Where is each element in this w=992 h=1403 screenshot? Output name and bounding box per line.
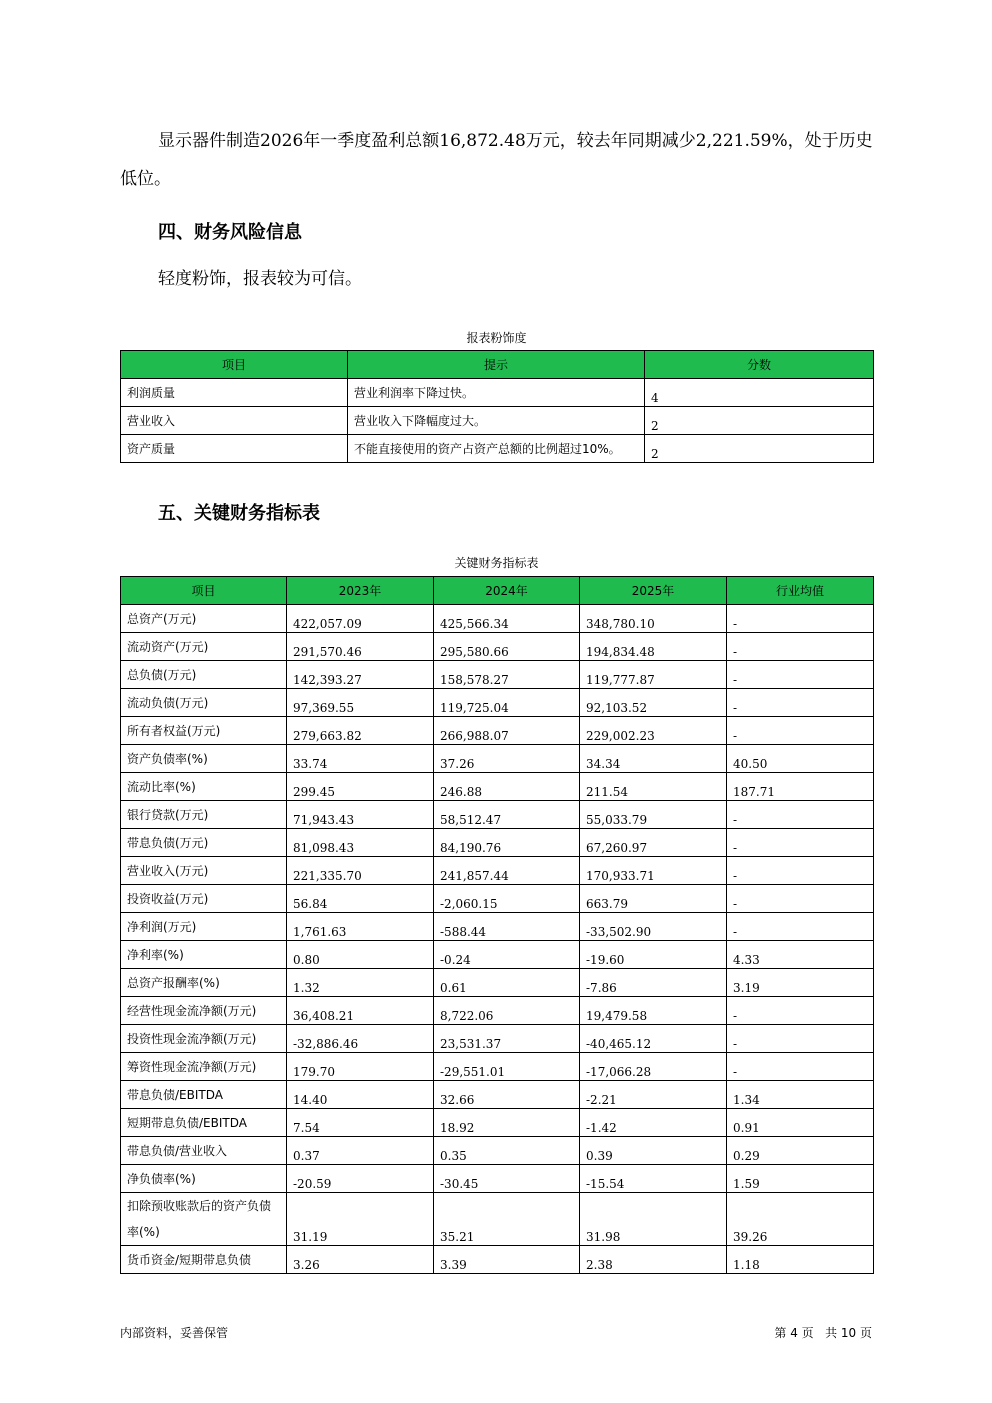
table-cell: 39.26 bbox=[727, 1193, 874, 1246]
metrics-table-caption: 关键财务指标表 bbox=[454, 556, 539, 570]
table-cell: 1.59 bbox=[727, 1165, 874, 1193]
table-cell: - bbox=[727, 605, 874, 633]
metric-label: 投资收益(万元) bbox=[121, 885, 287, 913]
table-cell: - bbox=[727, 717, 874, 745]
header-2025: 2025年 bbox=[580, 577, 727, 605]
section-4-heading: 四、财务风险信息 bbox=[158, 222, 302, 243]
metric-label: 流动资产(万元) bbox=[121, 633, 287, 661]
table-cell: 71,943.43 bbox=[287, 801, 434, 829]
table-cell: 7.54 bbox=[287, 1109, 434, 1137]
table-cell: - bbox=[727, 1025, 874, 1053]
intro-line-2: 低位。 bbox=[120, 169, 171, 189]
table-cell: 84,190.76 bbox=[434, 829, 580, 857]
metric-label: 带息负债/营业收入 bbox=[121, 1137, 287, 1165]
table-cell: 32.66 bbox=[434, 1081, 580, 1109]
table-cell: -588.44 bbox=[434, 913, 580, 941]
table-cell: 194,834.48 bbox=[580, 633, 727, 661]
table-cell: 246.88 bbox=[434, 773, 580, 801]
metric-label: 净利率(%) bbox=[121, 941, 287, 969]
table-row bbox=[121, 857, 874, 885]
table-cell: 279,663.82 bbox=[287, 717, 434, 745]
header-item: 项目 bbox=[121, 351, 348, 379]
table-cell: 211.54 bbox=[580, 773, 727, 801]
metric-label: 资产负债率(%) bbox=[121, 745, 287, 773]
metric-label: 净负债率(%) bbox=[121, 1165, 287, 1193]
table-cell: 299.45 bbox=[287, 773, 434, 801]
table-cell: 1,761.63 bbox=[287, 913, 434, 941]
table-cell: 0.37 bbox=[287, 1137, 434, 1165]
risk-table-caption: 报表粉饰度 bbox=[466, 331, 527, 345]
table-cell: 179.70 bbox=[287, 1053, 434, 1081]
metric-label: 带息负债(万元) bbox=[121, 829, 287, 857]
table-row bbox=[121, 829, 874, 857]
table-cell: 170,933.71 bbox=[580, 857, 727, 885]
table-cell: -17,066.28 bbox=[580, 1053, 727, 1081]
table-cell: 187.71 bbox=[727, 773, 874, 801]
metric-label: 筹资性现金流净额(万元) bbox=[121, 1053, 287, 1081]
table-cell: 36,408.21 bbox=[287, 997, 434, 1025]
table-cell: - bbox=[727, 801, 874, 829]
table-cell: 295,580.66 bbox=[434, 633, 580, 661]
table-cell: 23,531.37 bbox=[434, 1025, 580, 1053]
table-row bbox=[121, 717, 874, 745]
table-cell: 40.50 bbox=[727, 745, 874, 773]
table-row bbox=[121, 885, 874, 913]
table-row bbox=[121, 1109, 874, 1137]
table-cell: - bbox=[727, 633, 874, 661]
table-cell: - bbox=[727, 689, 874, 717]
metric-label: 营业收入(万元) bbox=[121, 857, 287, 885]
metric-label: 所有者权益(万元) bbox=[121, 717, 287, 745]
table-cell: -2.21 bbox=[580, 1081, 727, 1109]
table-cell: 0.80 bbox=[287, 941, 434, 969]
risk-item-label: 营业收入 bbox=[121, 407, 348, 435]
metrics-table-header-row bbox=[121, 577, 874, 605]
table-cell: -15.54 bbox=[580, 1165, 727, 1193]
table-cell: 0.29 bbox=[727, 1137, 874, 1165]
risk-item-label: 资产质量 bbox=[121, 435, 348, 463]
footer-left: 内部资料，妥善保管 bbox=[120, 1326, 229, 1340]
table-cell: -32,886.46 bbox=[287, 1025, 434, 1053]
table-cell: 营业利润率下降过快。 bbox=[348, 379, 645, 407]
table-cell: 2 bbox=[645, 407, 874, 435]
metric-label: 总资产报酬率(%) bbox=[121, 969, 287, 997]
table-cell: -7.86 bbox=[580, 969, 727, 997]
table-row bbox=[121, 689, 874, 717]
table-cell: 0.35 bbox=[434, 1137, 580, 1165]
table-cell: 221,335.70 bbox=[287, 857, 434, 885]
table-cell: 18.92 bbox=[434, 1109, 580, 1137]
table-cell: 663.79 bbox=[580, 885, 727, 913]
metric-label: 净利润(万元) bbox=[121, 913, 287, 941]
table-row bbox=[121, 633, 874, 661]
metric-label: 短期带息负债/EBITDA bbox=[121, 1109, 287, 1137]
table-cell: 3.19 bbox=[727, 969, 874, 997]
header-item: 项目 bbox=[121, 577, 287, 605]
table-row bbox=[121, 1246, 874, 1274]
table-cell: 2 bbox=[645, 435, 874, 463]
table-cell: 348,780.10 bbox=[580, 605, 727, 633]
table-cell: 34.34 bbox=[580, 745, 727, 773]
table-cell: 425,566.34 bbox=[434, 605, 580, 633]
metric-label: 带息负债/EBITDA bbox=[121, 1081, 287, 1109]
table-cell: 0.61 bbox=[434, 969, 580, 997]
footer-page-number: 第 4 页 共 10 页 bbox=[774, 1326, 872, 1340]
metric-label: 扣除预收账款后的资产负债率(%) bbox=[121, 1193, 287, 1246]
table-cell: 1.32 bbox=[287, 969, 434, 997]
table-cell: 97,369.55 bbox=[287, 689, 434, 717]
table-row bbox=[121, 605, 874, 633]
table-cell: 3.26 bbox=[287, 1246, 434, 1274]
risk-table-header-row bbox=[121, 351, 874, 379]
metric-label: 银行贷款(万元) bbox=[121, 801, 287, 829]
table-cell: 19,479.58 bbox=[580, 997, 727, 1025]
table-cell: 4 bbox=[645, 379, 874, 407]
table-cell: 67,260.97 bbox=[580, 829, 727, 857]
table-cell: 266,988.07 bbox=[434, 717, 580, 745]
header-industry-average: 行业均值 bbox=[727, 577, 874, 605]
metric-label: 流动负债(万元) bbox=[121, 689, 287, 717]
header-2024: 2024年 bbox=[434, 577, 580, 605]
table-cell: -19.60 bbox=[580, 941, 727, 969]
table-cell: 1.18 bbox=[727, 1246, 874, 1274]
table-row bbox=[121, 407, 874, 435]
table-cell: 3.39 bbox=[434, 1246, 580, 1274]
table-cell: 不能直接使用的资产占资产总额的比例超过10%。 bbox=[348, 435, 645, 463]
table-cell: 58,512.47 bbox=[434, 801, 580, 829]
table-cell: - bbox=[727, 857, 874, 885]
risk-table bbox=[120, 350, 874, 463]
table-cell: 33.74 bbox=[287, 745, 434, 773]
metrics-table bbox=[120, 576, 874, 1274]
table-cell: 14.40 bbox=[287, 1081, 434, 1109]
table-cell: 142,393.27 bbox=[287, 661, 434, 689]
table-cell: - bbox=[727, 1053, 874, 1081]
table-cell: 55,033.79 bbox=[580, 801, 727, 829]
table-row bbox=[121, 969, 874, 997]
table-row bbox=[121, 661, 874, 689]
table-cell: - bbox=[727, 885, 874, 913]
table-cell: - bbox=[727, 829, 874, 857]
table-cell: - bbox=[727, 913, 874, 941]
metric-label: 总资产(万元) bbox=[121, 605, 287, 633]
table-row bbox=[121, 913, 874, 941]
table-cell: 119,777.87 bbox=[580, 661, 727, 689]
metric-label: 投资性现金流净额(万元) bbox=[121, 1025, 287, 1053]
table-cell: - bbox=[727, 997, 874, 1025]
table-cell: 2.38 bbox=[580, 1246, 727, 1274]
table-cell: 0.91 bbox=[727, 1109, 874, 1137]
table-cell: -30.45 bbox=[434, 1165, 580, 1193]
table-cell: -33,502.90 bbox=[580, 913, 727, 941]
table-row bbox=[121, 745, 874, 773]
table-cell: -1.42 bbox=[580, 1109, 727, 1137]
table-row bbox=[121, 1081, 874, 1109]
table-cell: 8,722.06 bbox=[434, 997, 580, 1025]
table-cell: 81,098.43 bbox=[287, 829, 434, 857]
table-row bbox=[121, 1137, 874, 1165]
table-row bbox=[121, 997, 874, 1025]
header-hint: 提示 bbox=[348, 351, 645, 379]
metric-label: 总负债(万元) bbox=[121, 661, 287, 689]
table-cell: 0.39 bbox=[580, 1137, 727, 1165]
table-row bbox=[121, 773, 874, 801]
table-row bbox=[121, 1025, 874, 1053]
table-cell: 营业收入下降幅度过大。 bbox=[348, 407, 645, 435]
table-row bbox=[121, 941, 874, 969]
intro-paragraph bbox=[120, 122, 880, 198]
table-cell: -29,551.01 bbox=[434, 1053, 580, 1081]
table-cell: -0.24 bbox=[434, 941, 580, 969]
table-cell: - bbox=[727, 661, 874, 689]
table-cell: -2,060.15 bbox=[434, 885, 580, 913]
table-cell: 92,103.52 bbox=[580, 689, 727, 717]
table-cell: 422,057.09 bbox=[287, 605, 434, 633]
metric-label: 流动比率(%) bbox=[121, 773, 287, 801]
table-cell: -20.59 bbox=[287, 1165, 434, 1193]
table-row bbox=[121, 1165, 874, 1193]
table-cell: -40,465.12 bbox=[580, 1025, 727, 1053]
table-cell: 119,725.04 bbox=[434, 689, 580, 717]
table-cell: 229,002.23 bbox=[580, 717, 727, 745]
table-cell: 31.98 bbox=[580, 1193, 727, 1246]
table-row bbox=[121, 1193, 874, 1246]
table-cell: 158,578.27 bbox=[434, 661, 580, 689]
table-row bbox=[121, 379, 874, 407]
table-cell: 56.84 bbox=[287, 885, 434, 913]
metric-label: 货币资金/短期带息负债 bbox=[121, 1246, 287, 1274]
risk-item-label: 利润质量 bbox=[121, 379, 348, 407]
section-5-heading: 五、关键财务指标表 bbox=[158, 503, 320, 524]
header-score: 分数 bbox=[645, 351, 874, 379]
intro-line-1: 显示器件制造2026年一季度盈利总额16,872.48万元，较去年同期减少2,221.59%，处于历史 bbox=[158, 131, 873, 151]
table-cell: 4.33 bbox=[727, 941, 874, 969]
table-cell: 35.21 bbox=[434, 1193, 580, 1246]
table-row bbox=[121, 1053, 874, 1081]
metric-label: 经营性现金流净额(万元) bbox=[121, 997, 287, 1025]
table-cell: 1.34 bbox=[727, 1081, 874, 1109]
header-2023: 2023年 bbox=[287, 577, 434, 605]
table-cell: 291,570.46 bbox=[287, 633, 434, 661]
table-cell: 241,857.44 bbox=[434, 857, 580, 885]
table-cell: 37.26 bbox=[434, 745, 580, 773]
table-cell: 31.19 bbox=[287, 1193, 434, 1246]
table-row bbox=[121, 801, 874, 829]
table-row bbox=[121, 435, 874, 463]
section-4-summary: 轻度粉饰，报表较为可信。 bbox=[158, 269, 362, 289]
